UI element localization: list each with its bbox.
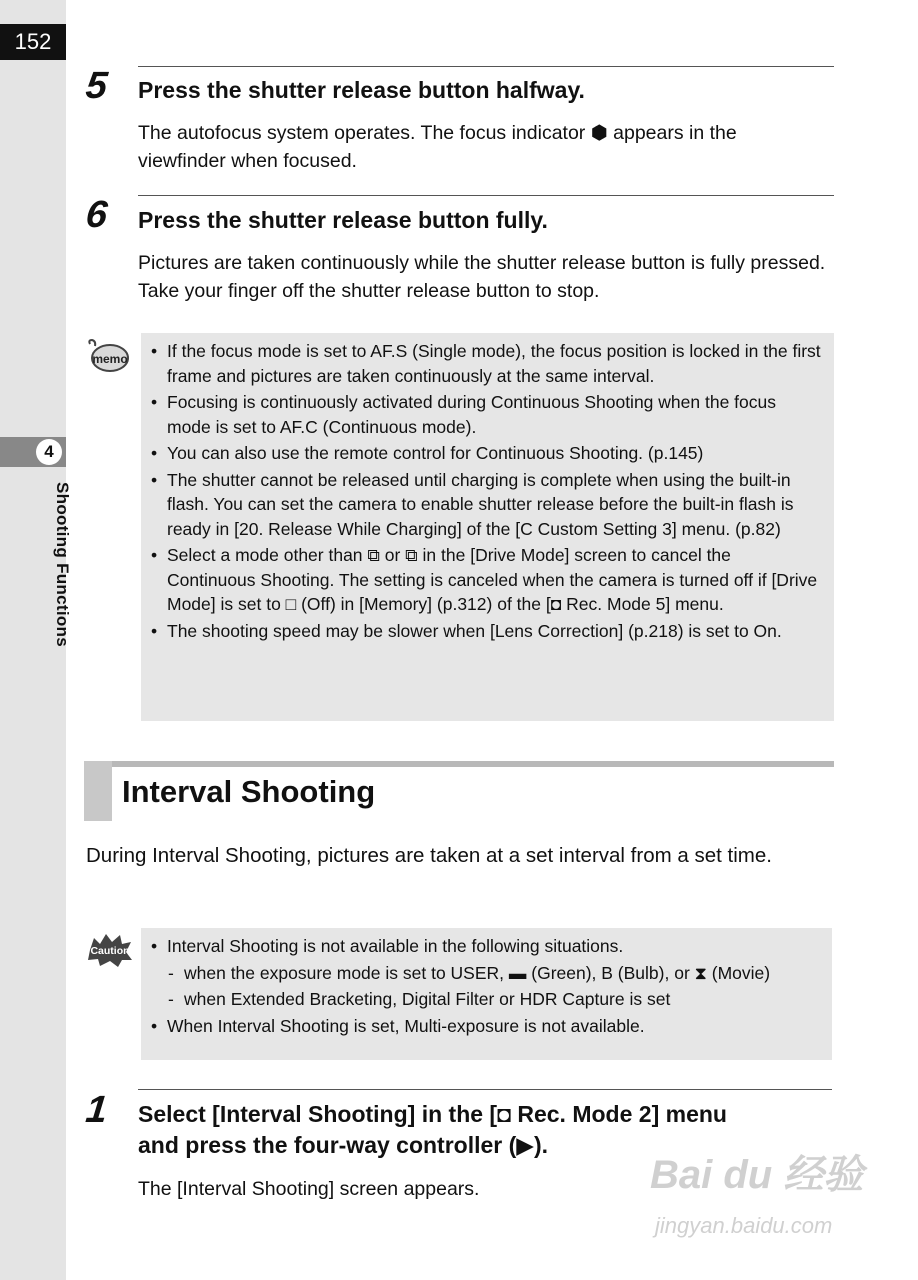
step1-rule: [138, 1089, 832, 1090]
chapter-number: 4: [36, 439, 62, 465]
memo-icon: [86, 338, 130, 374]
caution-item-1: • Interval Shooting is not available in the following situations.: [141, 934, 822, 959]
section-intro: During Interval Shooting, pictures are taken at a set interval from a set time.: [86, 844, 772, 867]
svg-text:memo: memo: [92, 352, 128, 366]
watermark-url: jingyan.baidu.com: [655, 1213, 833, 1238]
caution-box: [141, 928, 832, 1060]
memo-item-2: • Focusing is continuously activated during Continuous Shooting when the focus mode is set to AF.C (Continuous mode).: [141, 390, 824, 439]
step6-number: 6: [83, 194, 110, 236]
step5-body: The autofocus system operates. The focus indicator ⬢ appears in the viewfinder when focused.: [138, 122, 737, 172]
step5-heading: Press the shutter release button halfway.: [138, 77, 585, 103]
step1-heading-line1: Select [Interval Shooting] in the [◘ Rec. Mode 2] menu: [138, 1101, 727, 1127]
chapter-title: Shooting Functions: [53, 482, 72, 647]
caution-subitem-2: - when Extended Bracketing, Digital Filter or HDR Capture is set: [141, 987, 822, 1012]
step6-body: Pictures are taken continuously while the shutter release button is fully pressed. Take your finger off the shutter release button to stop.: [138, 252, 826, 302]
watermark-logo: Bai du 经验: [650, 1153, 864, 1197]
step6-heading: Press the shutter release button fully.: [138, 207, 548, 233]
memo-item-3: • You can also use the remote control for Continuous Shooting. (p.145): [141, 441, 824, 466]
svg-text:Caution: Caution: [90, 945, 130, 957]
memo-item-5: • Select a mode other than ⧉ or ⧉ in the [Drive Mode] screen to cancel the Continuous Shooting. The setting is canceled when the camera is turned off if [Drive Mode] is set to □ (Off) in [Memory] (p.312) of the [◘ Rec. Mode 5] menu.: [141, 543, 824, 617]
caution-icon: [86, 932, 134, 968]
step5-number: 5: [83, 65, 110, 107]
step1-heading-line2: and press the four-way controller (▶).: [138, 1132, 549, 1158]
caution-item-2: • When Interval Shooting is set, Multi-exposure is not available.: [141, 1014, 822, 1039]
memo-item-4: • The shutter cannot be released until charging is complete when using the built-in flash. You can set the camera to enable shutter release before the built-in flash is ready in [20. Release While Charging] of the [C Custom Setting 3] menu. (p.82): [141, 468, 824, 542]
step1-number: 1: [83, 1089, 110, 1131]
step1-body: The [Interval Shooting] screen appears.: [138, 1178, 480, 1200]
step5-rule: [138, 66, 834, 67]
memo-item-1: • If the focus mode is set to AF.S (Single mode), the focus position is locked in the first frame and pictures are taken continuously at the same interval.: [141, 339, 824, 388]
section-title: Interval Shooting: [122, 774, 376, 809]
memo-box: [141, 333, 834, 721]
memo-item-6: • The shooting speed may be slower when [Lens Correction] (p.218) is set to On.: [141, 619, 824, 644]
page-number: 152: [0, 24, 66, 60]
caution-subitem-1: - when the exposure mode is set to USER, ▬ (Green), B (Bulb), or ⧗ (Movie): [141, 961, 822, 986]
step6-rule: [138, 195, 834, 196]
